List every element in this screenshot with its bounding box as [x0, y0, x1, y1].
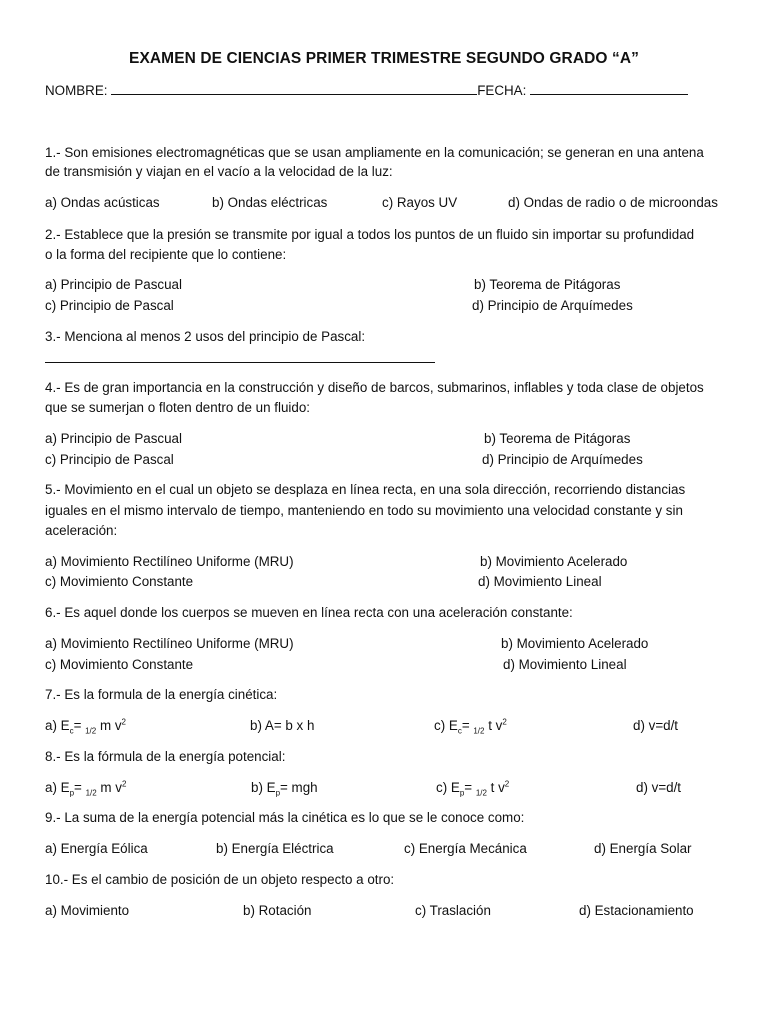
q2-option-d[interactable]: d) Principio de Arquímedes [472, 298, 633, 313]
q1-option-d[interactable]: d) Ondas de radio o de microondas [508, 195, 718, 210]
q7-option-d[interactable]: d) v=d/t [633, 718, 679, 733]
exam-title: EXAMEN DE CIENCIAS PRIMER TRIMESTRE SEGUNDO GRADO “A” [129, 50, 639, 67]
question-3-line-1: 3.- Menciona al menos 2 usos del principio de Pascal: [45, 329, 366, 344]
q5-option-a[interactable]: a) Movimiento Rectilíneo Uniforme (MRU) [45, 554, 294, 569]
question-4-line-1: 4.- Es de gran importancia en la construcción y diseño de barcos, submarinos, inflables y toda clase de objetos [45, 380, 704, 395]
question-8-line-1: 8.- Es la fórmula de la energía potencial: [45, 749, 286, 764]
q2-option-c[interactable]: c) Principio de Pascal [45, 298, 174, 313]
question-9-line-1: 9.- La suma de la energía potencial más la cinética es lo que se le conoce como: [45, 810, 525, 825]
q4-option-c[interactable]: c) Principio de Pascal [45, 452, 174, 467]
q6-option-c[interactable]: c) Movimiento Constante [45, 657, 194, 672]
date-blank[interactable] [530, 83, 688, 95]
q5-option-d[interactable]: d) Movimiento Lineal [478, 574, 602, 589]
q8-option-b[interactable]: b) $E_p=$ mgh [251, 780, 318, 798]
q9-option-a[interactable]: a) Energía Eólica [45, 841, 148, 856]
question-5-line-2: iguales en el mismo intervalo de tiempo, manteniendo en todo su movimiento una velocidad constante y sin [45, 503, 683, 518]
student-header-line [45, 83, 688, 99]
q10-option-a[interactable]: a) Movimiento [45, 903, 130, 918]
q9-option-d[interactable]: d) Energía Solar [594, 841, 692, 856]
question-6-line-1: 6.- Es aquel donde los cuerpos se mueven en línea recta con una aceleración constante: [45, 605, 573, 620]
q4-option-a[interactable]: a) Principio de Pascual [45, 431, 182, 446]
q1-option-a[interactable]: a) Ondas acústicas [45, 195, 160, 210]
q6-option-a[interactable]: a) Movimiento Rectilíneo Uniforme (MRU) [45, 636, 294, 651]
q6-option-b[interactable]: b) Movimiento Acelerado [501, 636, 649, 651]
q2-option-a[interactable]: a) Principio de Pascual [45, 277, 182, 292]
question-1-line-1: 1.- Son emisiones electromagnéticas que se usan ampliamente en la comunicación; se generan en una antena [45, 145, 704, 160]
question-2-line-2: o la forma del recipiente que lo contiene: [45, 247, 287, 262]
q4-option-d[interactable]: d) Principio de Arquímedes [482, 452, 643, 467]
q10-option-c[interactable]: c) Traslación [415, 903, 491, 918]
q1-option-b[interactable]: b) Ondas eléctricas [212, 195, 328, 210]
question-4-line-2: que se sumerjan o floten dentro de un fluido: [45, 400, 311, 415]
q10-option-b[interactable]: b) Rotación [243, 903, 312, 918]
question-5-line-1: 5.- Movimiento en el cual un objeto se desplaza en línea recta, en una sola dirección, recorriendo distancias [45, 482, 686, 497]
question-7-line-1: 7.- Es la formula de la energía cinética: [45, 687, 278, 702]
q5-option-b[interactable]: b) Movimiento Acelerado [480, 554, 628, 569]
q8-option-c[interactable]: c) $E_p= _{1/2}$ t $v^2$ [436, 779, 510, 798]
q6-option-d[interactable]: d) Movimiento Lineal [503, 657, 627, 672]
q9-option-c[interactable]: c) Energía Mecánica [404, 841, 527, 856]
q10-option-d[interactable]: d) Estacionamiento [579, 903, 694, 918]
name-blank[interactable] [111, 83, 477, 95]
name-label: NOMBRE: [45, 83, 108, 98]
q7-option-b[interactable]: b) A= b x h [250, 718, 315, 733]
q5-option-c[interactable]: c) Movimiento Constante [45, 574, 194, 589]
question-5-line-3: aceleración: [45, 523, 118, 538]
question-2-line-1: 2.- Establece que la presión se transmite por igual a todos los puntos de un fluido sin importar su profundidad [45, 227, 695, 242]
question-1-line-2: de transmisión y viajan en el vacío a la velocidad de la luz: [45, 164, 393, 179]
question-10-line-1: 10.- Es el cambio de posición de un objeto respecto a otro: [45, 872, 395, 887]
q7-option-a[interactable]: a) $E_c= _{1/2}$ m $v^2$ [45, 717, 126, 736]
q2-option-b[interactable]: b) Teorema de Pitágoras [474, 277, 621, 292]
q8-option-a[interactable]: a) $E_p= _{1/2}$ m $v^2$ [45, 779, 127, 798]
date-label: FECHA: [477, 83, 527, 98]
q3-answer-line[interactable] [45, 362, 435, 363]
q9-option-b[interactable]: b) Energía Eléctrica [216, 841, 334, 856]
q1-option-c[interactable]: c) Rayos UV [382, 195, 458, 210]
q4-option-b[interactable]: b) Teorema de Pitágoras [484, 431, 631, 446]
q7-option-c[interactable]: c) $E_c= _{1/2}$ t $v^2$ [434, 717, 507, 736]
q8-option-d[interactable]: d) v=d/t [636, 780, 682, 795]
